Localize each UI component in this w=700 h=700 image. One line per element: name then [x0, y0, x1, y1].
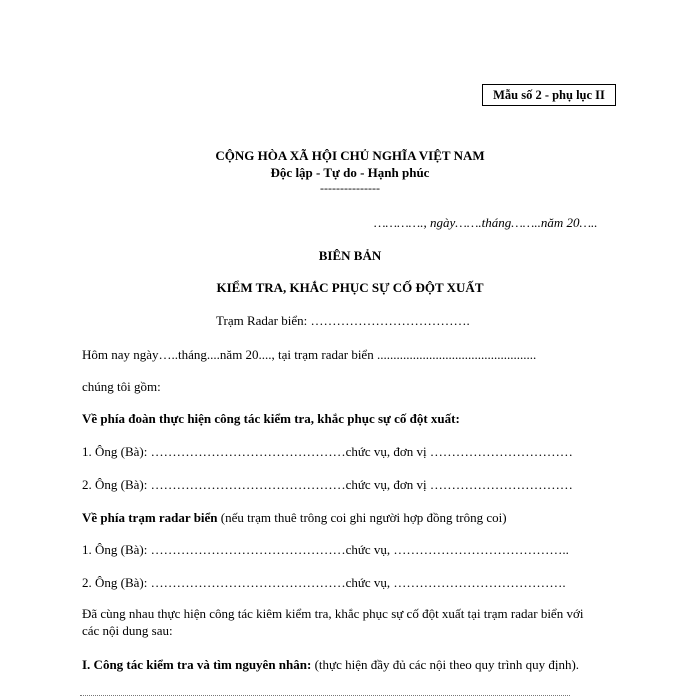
- document-title: BIÊN BẢN: [318, 248, 382, 263]
- today-line: Hôm nay ngày…..tháng....năm 20...., tại trạm radar biển .................................................: [82, 347, 537, 362]
- station-section-heading-note: (nếu trạm thuê trông coi ghi người hợp đồng trông coi): [217, 510, 507, 525]
- fill-in-dotted-line: [80, 695, 570, 696]
- section-i-heading-note: (thực hiện đầy đủ các nội theo quy trình quy định).: [311, 657, 580, 672]
- station-section-heading-bold: Về phía trạm radar biển: [82, 510, 218, 525]
- document-subtitle: KIỂM TRA, KHẮC PHỤC SỰ CỐ ĐỘT XUẤT: [216, 280, 484, 295]
- station-member-2: 2. Ông (Bà): ………………………………………chức vụ, ………………………………….: [82, 575, 566, 590]
- header-separator: ---------------: [320, 181, 380, 195]
- station-section-heading: [82, 510, 507, 526]
- station-member-1: 1. Ông (Bà): ………………………………………chức vụ, …………………………………..: [82, 542, 569, 557]
- team-section-heading: Về phía đoàn thực hiện công tác kiểm tra, khắc phục sự cố đột xuất:: [82, 411, 460, 426]
- team-member-1: 1. Ông (Bà): ………………………………………chức vụ, đơn vị ……………………………: [82, 444, 573, 459]
- country-name: CỘNG HÒA XÃ HỘI CHỦ NGHĨA VIỆT NAM: [215, 148, 485, 163]
- together-line-2: các nội dung sau:: [82, 623, 173, 638]
- station-line: Trạm Radar biển: ……………………………….: [216, 313, 470, 328]
- we-include-line: chúng tôi gồm:: [82, 379, 161, 394]
- section-i-heading: [82, 657, 579, 673]
- form-number-label: Mẫu số 2 - phụ lục II: [482, 84, 616, 106]
- national-motto: Độc lập - Tự do - Hạnh phúc: [270, 165, 430, 180]
- section-i-heading-bold: I. Công tác kiểm tra và tìm nguyên nhân:: [82, 657, 312, 672]
- team-member-2: 2. Ông (Bà): ………………………………………chức vụ, đơn vị ……………………………: [82, 477, 573, 492]
- together-line-1: Đã cùng nhau thực hiện công tác kiêm kiểm tra, khắc phục sự cố đột xuất tại trạm radar biển với: [82, 606, 584, 621]
- date-line: …………., ngày…….tháng……..năm 20…..: [374, 215, 598, 230]
